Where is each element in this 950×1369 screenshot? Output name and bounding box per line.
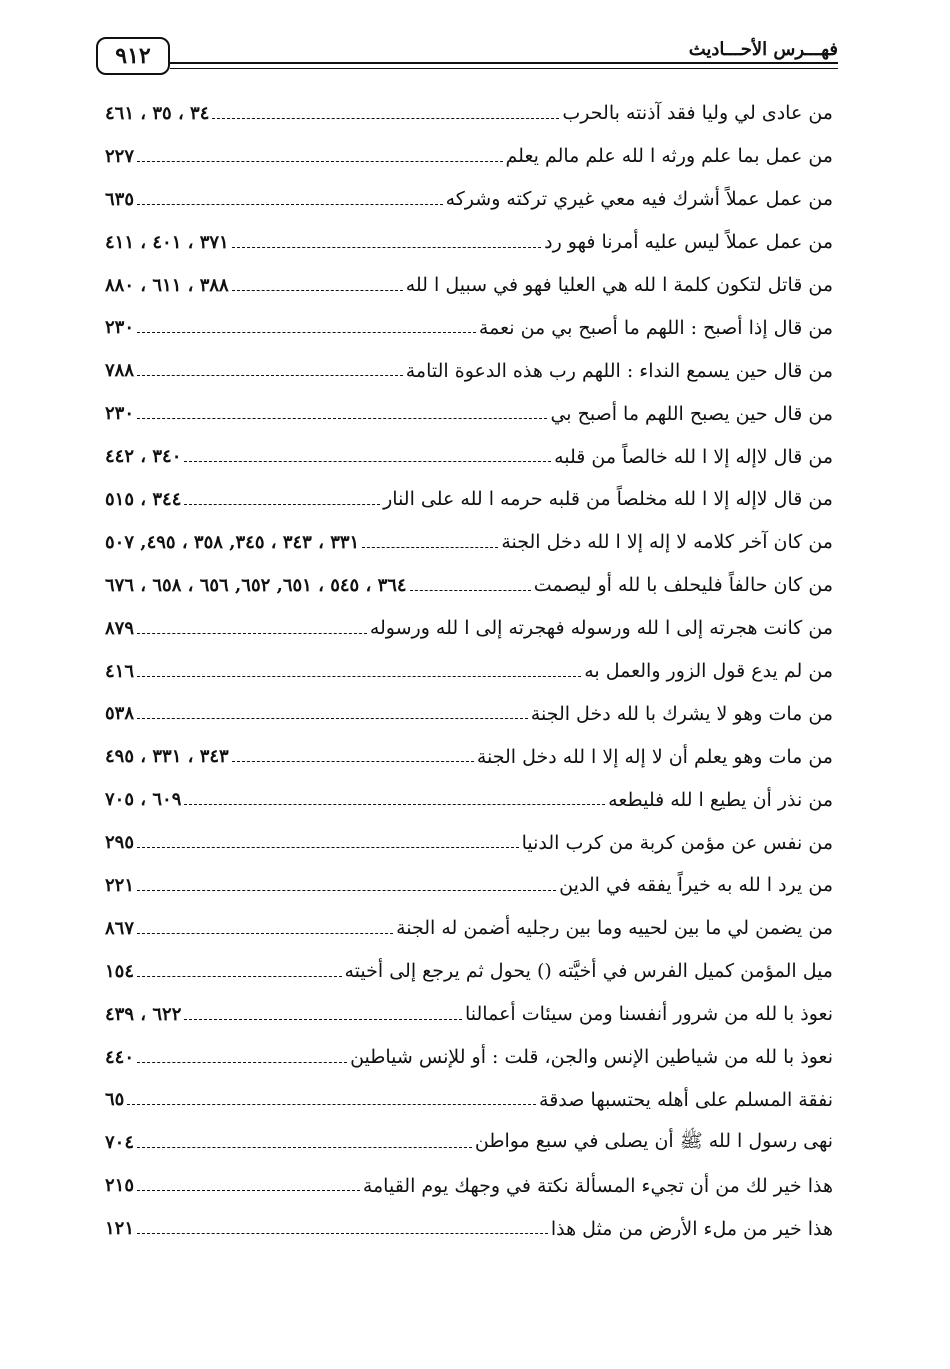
hadith-text: من كانت هجرته إلى ا لله ورسوله فهجرته إلى ا لله ورسوله — [369, 617, 833, 640]
dotted-leader — [137, 847, 519, 848]
hadith-text: نعوذ با لله من شرور أنفسنا ومن سيئات أعمالنا — [464, 1003, 833, 1026]
dotted-leader — [137, 676, 581, 677]
dotted-leader — [362, 547, 498, 548]
page-references: ٢٢١ — [105, 874, 135, 896]
index-entry — [105, 92, 833, 135]
page-references: ٢٣٠ — [105, 317, 135, 339]
page-references: ٢١٥ — [105, 1175, 135, 1197]
index-entry — [105, 135, 833, 178]
dotted-leader — [232, 290, 403, 291]
page-references: ٣٤٠ ، ٤٤٢ — [105, 446, 182, 468]
dotted-leader — [137, 375, 403, 376]
hadith-text: من يضمن لي ما بين لحييه وما بين رجليه أضمن له الجنة — [396, 917, 833, 940]
index-entry — [105, 950, 833, 993]
dotted-leader — [137, 161, 503, 162]
index-entry — [105, 564, 833, 607]
dotted-leader — [137, 976, 341, 977]
dotted-leader — [127, 1104, 536, 1105]
hadith-text: من كان حالفاً فليحلف با لله أو ليصمت — [533, 574, 833, 597]
page-references: ٦٠٩ ، ٧٠٥ — [105, 789, 182, 811]
index-entry — [105, 221, 833, 264]
hadith-text: هذا خير من ملء الأرض من مثل هذا — [550, 1217, 833, 1240]
page-references: ٤٤٠ — [105, 1046, 135, 1068]
dotted-leader — [410, 590, 531, 591]
hadith-text: من عمل عملاً ليس عليه أمرنا فهو رد — [544, 231, 833, 254]
hadith-text: من قاتل لتكون كلمة ا لله هي العليا فهو في سبيل ا لله — [405, 274, 833, 296]
index-entry — [105, 1121, 833, 1164]
dotted-leader — [232, 761, 474, 762]
index-entry — [105, 349, 833, 392]
index-entry — [105, 607, 833, 650]
page-references: ٣٤٤ ، ٥١٥ — [105, 488, 182, 510]
index-entry — [105, 264, 833, 307]
index-entry — [105, 1164, 833, 1207]
index-entry — [105, 306, 833, 349]
index-entry — [105, 821, 833, 864]
index-entry — [105, 521, 833, 564]
index-entry — [105, 864, 833, 907]
page-references: ١٢١ — [105, 1218, 135, 1240]
dotted-leader — [137, 332, 476, 333]
dotted-leader — [137, 933, 393, 934]
page-header — [96, 35, 838, 75]
running-title: فهـــرس الأحـــاديث — [681, 39, 838, 60]
page-references: ١٥٤ — [105, 960, 135, 982]
index-entry — [105, 993, 833, 1036]
dotted-leader — [137, 633, 367, 634]
page-number: ٩١٢ — [96, 37, 170, 75]
hadith-text: من قال لاإله إلا ا لله مخلصاً من قلبه حرمه ا لله على النار — [383, 488, 833, 511]
index-entry — [105, 778, 833, 821]
dotted-leader — [184, 804, 605, 805]
hadith-text: من نفس عن مؤمن كربة من كرب الدنيا — [521, 831, 833, 854]
dotted-leader — [137, 890, 556, 891]
hadith-text: من كان آخر كلامه لا إله إلا ا لله دخل الجنة — [501, 531, 833, 554]
page-references: ٢٩٥ — [105, 832, 135, 854]
index-entry — [105, 1207, 833, 1250]
hadith-text: من نذر أن يطيع ا لله فليطعه — [608, 788, 833, 811]
hadith-text: من عادى لي وليا فقد آذنته بالحرب — [562, 102, 833, 125]
dotted-leader — [184, 461, 551, 462]
page-references: ٢٣٠ — [105, 403, 135, 425]
dotted-leader — [137, 718, 528, 719]
page-references: ٦٥ — [105, 1089, 125, 1111]
index-entry — [105, 478, 833, 521]
page-references: ٥٣٨ — [105, 703, 135, 725]
page-references: ٦٢٢ ، ٤٣٩ — [105, 1003, 182, 1025]
index-entry — [105, 435, 833, 478]
hadith-text: من قال حين يصبح اللهم ما أصبح بي — [550, 402, 833, 425]
header-rule — [170, 62, 838, 64]
header-rule-thin — [170, 68, 838, 69]
hadith-index-list — [105, 92, 833, 1250]
hadith-text: من قال حين يسمع النداء : اللهم رب هذه الدعوة التامة — [405, 359, 833, 382]
page-references: ٧٨٨ — [105, 360, 135, 382]
dotted-leader — [137, 1147, 472, 1148]
index-entry — [105, 907, 833, 950]
page-references: ٨٧٩ — [105, 617, 135, 639]
hadith-text: من مات وهو يعلم أن لا إله إلا ا لله دخل الجنة — [476, 745, 833, 768]
dotted-leader — [184, 1019, 462, 1020]
dotted-leader — [137, 1062, 347, 1063]
index-entry — [105, 1036, 833, 1079]
page-references: ٣٤٣ ، ٣٣١ ، ٤٩٥ — [105, 746, 229, 768]
page-references: ٧٠٤ — [105, 1132, 135, 1154]
hadith-text: نعوذ با لله من شياطين الإنس والجن، قلت : أو للإنس شياطين — [350, 1046, 833, 1069]
hadith-text: من يرد ا لله به خيراً يفقه في الدين — [559, 874, 833, 897]
page-references: ٣٣١ ، ٣٤٣ ، ٣٤٥, ٣٥٨ ، ٤٩٥, ٥٠٧ — [105, 531, 360, 553]
page-references: ٣٤ ، ٣٥ ، ٤٦١ — [105, 102, 210, 124]
index-entry — [105, 392, 833, 435]
dotted-leader — [137, 1233, 548, 1234]
page-references: ٣٦٤ ، ٥٤٥ ، ٦٥١, ٦٥٢, ٦٥٦ ، ٦٥٨ ، ٦٧٦ — [105, 574, 407, 596]
hadith-text: من عمل عملاً أشرك فيه معي غيري تركته وشركه — [445, 188, 833, 211]
page-references: ٦٣٥ — [105, 188, 135, 210]
dotted-leader — [184, 504, 380, 505]
hadith-text: من قال لاإله إلا ا لله خالصاً من قلبه — [554, 445, 833, 468]
hadith-text: نهى رسول ا لله ﷺ أن يصلى في سبع مواطن — [474, 1129, 833, 1152]
hadith-text: هذا خير لك من أن تجيء المسألة نكتة في وجهك يوم القيامة — [362, 1174, 833, 1197]
index-entry — [105, 735, 833, 778]
dotted-leader — [137, 204, 443, 205]
index-entry — [105, 1078, 833, 1121]
index-entry — [105, 178, 833, 221]
dotted-leader — [137, 418, 547, 419]
dotted-leader — [137, 1190, 360, 1191]
hadith-text: من عمل بما علم ورثه ا لله علم مالم يعلم — [505, 145, 833, 168]
hadith-text: من مات وهو لا يشرك با لله دخل الجنة — [530, 702, 833, 725]
page-references: ٤١٦ — [105, 660, 135, 682]
page-references: ٢٢٧ — [105, 145, 135, 167]
hadith-text: من قال إذا أصبح : اللهم ما أصبح بي من نعمة — [478, 316, 833, 339]
hadith-text: ميل المؤمن كميل الفرس في أخيَّته () يحول ثم يرجع إلى أخيته — [344, 960, 833, 983]
index-entry — [105, 692, 833, 735]
page-references: ٣٨٨ ، ٦١١ ، ٨٨٠ — [105, 274, 229, 296]
dotted-leader — [232, 247, 541, 248]
page-references: ٨٦٧ — [105, 917, 135, 939]
page-references: ٣٧١ ، ٤٠١ ، ٤١١ — [105, 231, 229, 253]
hadith-text: من لم يدع قول الزور والعمل به — [584, 660, 833, 683]
index-entry — [105, 650, 833, 693]
dotted-leader — [212, 118, 559, 119]
hadith-text: نفقة المسلم على أهله يحتسبها صدقة — [539, 1088, 833, 1111]
